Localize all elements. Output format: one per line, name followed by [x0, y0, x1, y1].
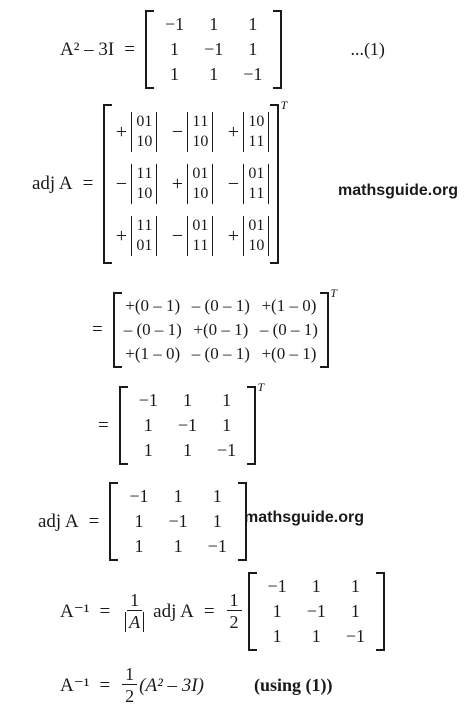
transposed-matrix-row — [129, 388, 246, 413]
transpose-sup: T — [280, 98, 288, 112]
minor-determinant — [131, 216, 157, 256]
cofactor-cell — [219, 158, 275, 210]
eq1-label: ...(1) — [350, 39, 385, 59]
expanded-matrix — [113, 286, 337, 368]
inverse-matrix-row — [258, 599, 375, 624]
eq1-matrix-cell: 1 — [170, 64, 180, 84]
adj-final-matrix-cell: −1 — [168, 511, 188, 531]
minor-determinant — [187, 112, 213, 152]
minor-determinant — [131, 112, 157, 152]
minor-entry: 1 — [136, 165, 145, 182]
eq1-matrix-cell: 1 — [209, 64, 219, 84]
eq1-matrix-cell: 1 — [170, 39, 180, 59]
expanded-matrix-row — [119, 342, 323, 366]
minor-entry: 0 — [144, 133, 153, 150]
minor-entry: 0 — [192, 165, 201, 182]
minor-entry: 1 — [192, 185, 201, 202]
minor-determinant — [187, 216, 213, 256]
minor-entry: 1 — [200, 165, 209, 182]
adj-final-matrix-cell: 1 — [173, 536, 183, 556]
inverse-matrix-cell: 1 — [272, 626, 282, 646]
adj-final-matrix-cell: 1 — [134, 511, 144, 531]
adj-lhs: adj A — [32, 173, 73, 194]
expanded-matrix-cell: +(1 – 0) — [261, 296, 317, 315]
expanded-matrix-cell: – (0 – 1) — [123, 320, 182, 339]
adj-final-lhs: adj A — [38, 510, 79, 532]
adj-final-equals: = — [88, 510, 100, 532]
adj-equals: = — [82, 173, 94, 194]
minor-entry: 0 — [248, 165, 257, 182]
cofactor-cell — [219, 106, 275, 158]
final-equals: = — [99, 674, 111, 696]
cofactor-cell — [107, 210, 163, 262]
adj-final-matrix-row — [119, 534, 236, 559]
minor-determinant — [243, 112, 269, 152]
minor-determinant — [131, 164, 157, 204]
final-half-num: 1 — [122, 664, 137, 685]
inverse-matrix-cell: −1 — [267, 576, 287, 596]
eq1-matrix — [145, 10, 282, 89]
final-note: (using (1)) — [253, 675, 333, 695]
inverse-equals: = — [99, 600, 111, 622]
minor-entry: 1 — [200, 113, 209, 130]
transposed-transpose-sup: T — [257, 380, 265, 394]
adj-final-equation — [38, 482, 247, 561]
minor-determinant — [187, 164, 213, 204]
transposed-matrix-cell: −1 — [217, 440, 237, 460]
one-half-den: 2 — [229, 612, 239, 632]
cofactor-sign: + — [227, 120, 239, 143]
transposed-matrix-row — [129, 438, 246, 463]
cofactor-sign: − — [115, 172, 127, 195]
cofactor-sign: + — [115, 224, 127, 247]
minor-entry: 1 — [248, 237, 257, 254]
minor-entry: 1 — [200, 237, 209, 254]
adj-final-matrix-cell: 1 — [134, 536, 144, 556]
minor-entry: 0 — [136, 113, 145, 130]
one-half-num: 1 — [227, 590, 242, 611]
expanded-matrix-cell: – (0 – 1) — [191, 296, 250, 315]
eq1-lhs: A² – 3I — [60, 38, 115, 60]
minor-entry: 0 — [144, 185, 153, 202]
cofactor-cell — [107, 158, 163, 210]
inverse-matrix-cell: 1 — [272, 601, 282, 621]
minor-entry: 1 — [136, 185, 145, 202]
cofactor-cell — [219, 210, 275, 262]
minor-entry: 1 — [144, 113, 153, 130]
minor-entry: 0 — [136, 237, 145, 254]
transposed-matrix-cell: 1 — [182, 440, 192, 460]
minor-entry: 0 — [256, 113, 265, 130]
eq1-matrix-row — [155, 12, 272, 37]
minor-determinant — [243, 216, 269, 256]
minor-entry: 1 — [256, 133, 265, 150]
inverse-matrix-cell: −1 — [345, 626, 365, 646]
minor-entry: 1 — [136, 217, 145, 234]
minor-entry: 1 — [248, 133, 257, 150]
inverse-matrix-cell: 1 — [311, 576, 321, 596]
minor-entry: 0 — [200, 133, 209, 150]
eq1-matrix-row — [155, 62, 272, 87]
minor-entry: 1 — [144, 217, 153, 234]
transposed-matrix-cell: 1 — [222, 390, 232, 410]
cofactor-row — [107, 106, 275, 158]
cofactor-sign: + — [115, 120, 127, 143]
cofactor-cell — [163, 106, 219, 158]
inverse-matrix — [248, 572, 385, 651]
minor-entry: 1 — [256, 165, 265, 182]
expanded-matrix-cell: – (0 – 1) — [259, 320, 318, 339]
minor-entry: 0 — [256, 237, 265, 254]
transposed-matrix-cell: 1 — [222, 415, 232, 435]
inverse-lhs: A⁻¹ — [60, 601, 90, 622]
minor-entry: 1 — [256, 185, 265, 202]
transposed-matrix-cell: 1 — [143, 440, 153, 460]
transposed-matrix-cell: −1 — [138, 390, 158, 410]
adj-final-matrix-cell: −1 — [129, 486, 149, 506]
watermark-1: mathsguide.org — [338, 182, 459, 199]
one-over-det — [122, 590, 147, 633]
minor-entry: 1 — [192, 237, 201, 254]
adj-final-matrix-cell: 1 — [212, 511, 222, 531]
minor-entry: 1 — [200, 217, 209, 234]
inverse-matrix-row — [258, 574, 375, 599]
minor-entry: 0 — [200, 185, 209, 202]
inverse-matrix-cell: −1 — [306, 601, 326, 621]
det-abs-A: A — [125, 612, 144, 632]
eq1-matrix-cell: −1 — [204, 39, 224, 59]
minor-entry: 1 — [136, 133, 145, 150]
inverse-mid: adj A — [153, 600, 194, 622]
eq1-equals: = — [124, 38, 135, 60]
cofactor-row — [107, 158, 275, 210]
cofactor-cell — [163, 210, 219, 262]
cofactor-sign: − — [171, 224, 183, 247]
cofactor-sign: + — [171, 172, 183, 195]
minor-entry: 0 — [192, 217, 201, 234]
expanded-matrix-cell: +(0 – 1) — [125, 296, 181, 315]
cofactor-sign: − — [171, 120, 183, 143]
expanded-matrix-cell: – (0 – 1) — [191, 344, 250, 363]
final-half-den: 2 — [125, 686, 135, 706]
transposed-matrix-cell: 1 — [143, 415, 153, 435]
inverse-matrix-cell: 1 — [311, 626, 321, 646]
final-expr: (A² – 3I) — [139, 674, 204, 696]
adj-final-matrix — [109, 482, 246, 561]
eq1-matrix-cell: −1 — [164, 14, 185, 34]
expanded-equals: = — [92, 319, 103, 340]
equation-1 — [60, 10, 385, 89]
minor-entry: 0 — [248, 217, 257, 234]
inverse-equation — [60, 572, 385, 651]
expanded-transpose-sup: T — [330, 286, 337, 300]
expanded-matrix-cell: +(1 – 0) — [125, 344, 181, 363]
cofactor-cell — [163, 158, 219, 210]
eq1-matrix-cell: 1 — [248, 14, 258, 34]
final-one-half — [122, 664, 137, 707]
inverse-matrix-cell: 1 — [350, 601, 360, 621]
cofactor-cell — [107, 106, 163, 158]
expanded-matrix-row — [119, 318, 323, 342]
eq1-matrix-cell: −1 — [243, 64, 263, 84]
minor-entry: 1 — [192, 113, 201, 130]
transposed-equation — [98, 380, 265, 465]
minor-entry: 1 — [144, 237, 153, 254]
cofactor-sign: + — [227, 224, 239, 247]
minor-determinant — [243, 164, 269, 204]
cofactor-matrix — [103, 98, 288, 264]
cofactor-row — [107, 210, 275, 262]
transposed-matrix-cell: 1 — [182, 390, 192, 410]
minor-entry: 1 — [248, 113, 257, 130]
final-equation — [60, 664, 332, 707]
transposed-equals: = — [98, 414, 109, 436]
adj-final-matrix-cell: 1 — [212, 486, 222, 506]
inverse-equals-2: = — [203, 600, 215, 622]
adj-final-matrix-cell: 1 — [173, 486, 183, 506]
watermark-2: mathsguide.org — [244, 509, 365, 526]
transposed-matrix-cell: −1 — [177, 415, 198, 435]
minor-entry: 1 — [248, 185, 257, 202]
eq1-matrix-cell: 1 — [209, 14, 219, 34]
adj-cofactor-equation — [32, 98, 288, 264]
adj-final-matrix-row — [119, 509, 236, 534]
adj-final-matrix-cell: −1 — [207, 536, 227, 556]
eq1-matrix-row — [155, 37, 272, 62]
expanded-matrix-row — [119, 294, 323, 318]
expanded-matrix-cell: +(0 – 1) — [193, 320, 249, 339]
minor-entry: 1 — [256, 217, 265, 234]
cofactor-sign: − — [227, 172, 239, 195]
expanded-matrix-cell: +(0 – 1) — [261, 344, 317, 363]
transposed-matrix — [119, 380, 265, 465]
one-half — [227, 590, 242, 633]
one-over-det-num: 1 — [127, 590, 142, 611]
minor-entry: 1 — [192, 133, 201, 150]
adj-final-matrix-row — [119, 484, 236, 509]
transposed-matrix-row — [129, 413, 246, 438]
final-lhs: A⁻¹ — [60, 675, 90, 696]
inverse-matrix-cell: 1 — [350, 576, 360, 596]
minor-entry: 1 — [144, 165, 153, 182]
eq1-matrix-cell: 1 — [248, 39, 258, 59]
expanded-equation — [92, 286, 337, 368]
inverse-matrix-row — [258, 624, 375, 649]
